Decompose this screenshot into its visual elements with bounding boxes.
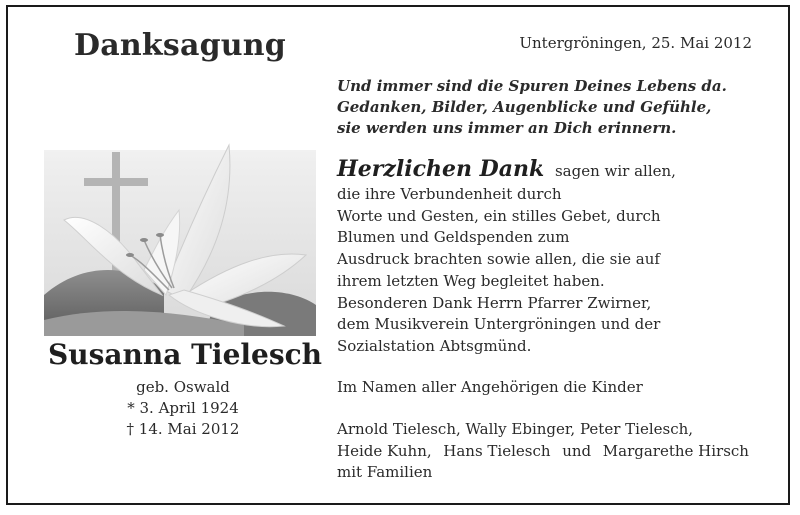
children-line-1 <box>337 419 749 441</box>
thanks-text <box>337 156 676 358</box>
poem-line: Gedanken, Bilder, Augenblicke und Gefühle, <box>337 98 712 116</box>
thanks-line: Sozialstation Abtsgmünd. <box>337 336 532 355</box>
child-name: Hans Tielesch <box>443 441 551 460</box>
conjunction: und <box>562 441 592 460</box>
child-name: Margarethe Hirsch <box>602 441 749 460</box>
poem-line: sie werden uns immer an Dich erinnern. <box>337 119 677 137</box>
thanks-line: Worte und Gesten, ein stilles Gebet, durch <box>337 206 661 225</box>
children-line-2 <box>337 441 749 463</box>
cross-and-lily-image <box>44 90 316 336</box>
life-dates <box>60 377 306 440</box>
children-names <box>337 419 749 484</box>
maiden-name: geb. Oswald <box>136 378 230 396</box>
thanks-line: die ihre Verbundenheit durch <box>337 185 562 203</box>
birth-date: * 3. April 1924 <box>127 399 239 417</box>
thanks-line: dem Musikverein Untergröningen und der <box>337 315 661 334</box>
deceased-name: Susanna Tielesch <box>48 338 322 371</box>
children-line-3: mit Familien <box>337 463 433 481</box>
child-name: Wally Ebinger, <box>465 420 576 438</box>
page-title: Danksagung <box>74 28 286 63</box>
child-name: Arnold Tielesch, <box>337 420 461 438</box>
dateline: Untergröningen, 25. Mai 2012 <box>519 34 752 52</box>
death-date: † 14. Mai 2012 <box>126 420 240 438</box>
poem <box>337 76 727 139</box>
thanks-line: sagen wir allen, <box>554 162 676 180</box>
thanks-headline: Herzlichen Dank <box>337 156 545 182</box>
thanks-line: Blumen und Geldspenden zum <box>337 228 570 247</box>
poem-line: Und immer sind die Spuren Deines Lebens da. <box>337 77 727 95</box>
thanks-line: Ausdruck brachten sowie allen, die sie auf <box>337 250 660 269</box>
signoff: Im Namen aller Angehörigen die Kinder <box>337 378 643 396</box>
thanks-first-line <box>337 156 676 184</box>
child-name: Peter Tielesch, <box>580 420 694 438</box>
child-name: Heide Kuhn, <box>337 441 432 460</box>
thanks-line: Besonderen Dank Herrn Pfarrer Zwirner, <box>337 293 652 312</box>
thanks-line: ihrem letzten Weg begleitet haben. <box>337 271 605 290</box>
